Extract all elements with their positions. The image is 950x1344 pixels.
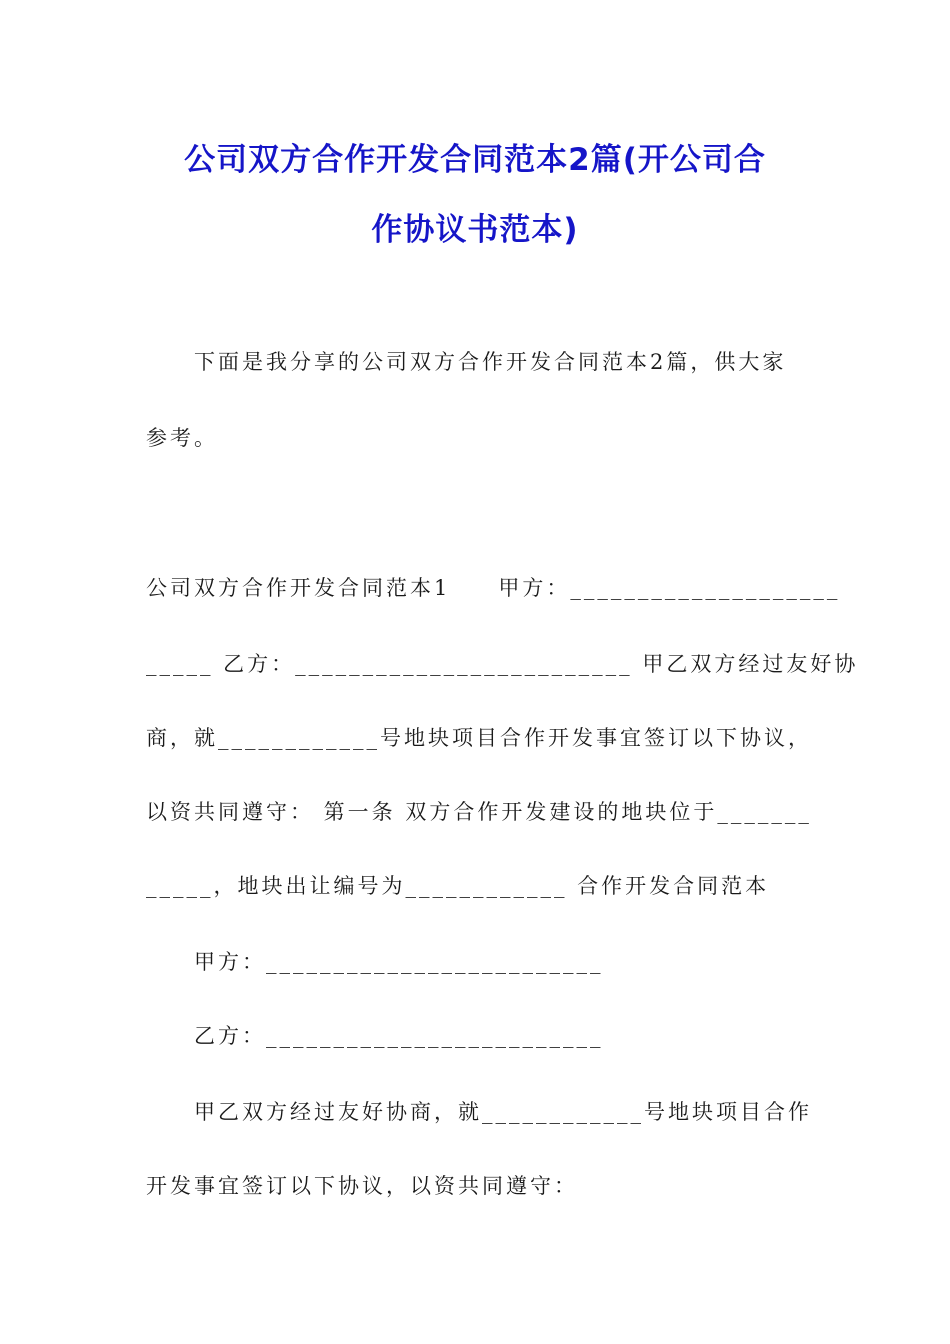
contract-line-1: 公司双方合作开发合同范本1 甲方：____________________	[146, 576, 841, 600]
contract-line-4: 以资共同遵守： 第一条 双方合作开发建设的地块位于_______	[146, 800, 812, 824]
intro-line-2: 参考。	[146, 426, 218, 450]
agreement-line-2: 开发事宜签订以下协议，以资共同遵守：	[146, 1174, 578, 1198]
intro-line-1: 下面是我分享的公司双方合作开发合同范本2篇，供大家	[194, 350, 787, 374]
contract-line-3: 商，就____________号地块项目合作开发事宜签订以下协议，	[146, 726, 812, 750]
party-b-line: 乙方：_________________________	[194, 1024, 604, 1048]
agreement-line-1: 甲乙双方经过友好协商，就____________号地块项目合作	[194, 1100, 812, 1124]
document-title-line-1: 公司双方合作开发合同范本2篇(开公司合	[184, 142, 766, 178]
party-a-line: 甲方：_________________________	[194, 950, 604, 974]
document-title-line-2: 作协议书范本)	[371, 212, 579, 248]
contract-line-2: _____ 乙方：_________________________ 甲乙双方经过友好协	[146, 652, 859, 676]
contract-line-5: _____，地块出让编号为____________ 合作开发合同范本	[146, 874, 770, 898]
